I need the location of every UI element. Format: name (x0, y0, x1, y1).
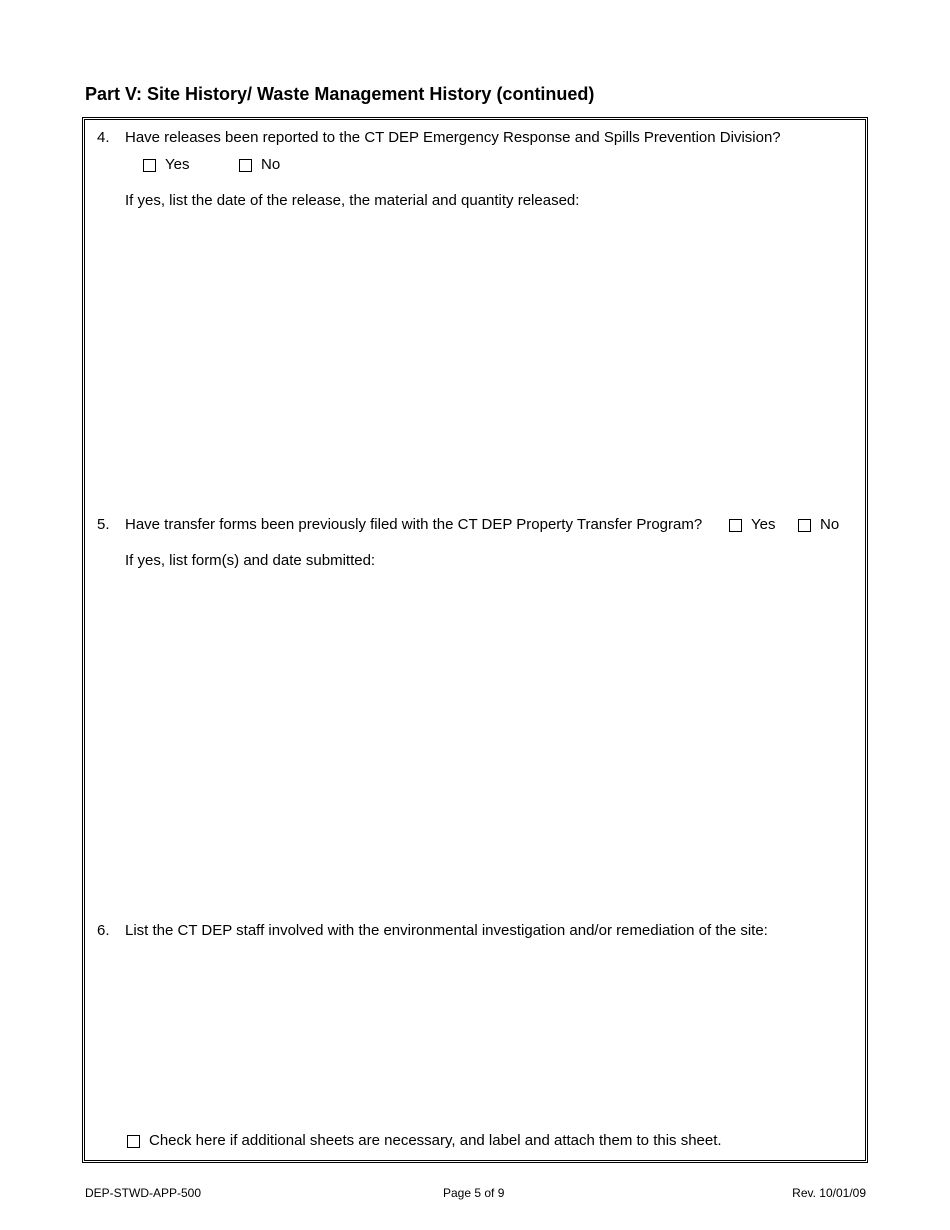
question-4-yes-checkbox[interactable] (143, 159, 156, 172)
footer-form-id: DEP-STWD-APP-500 (85, 1186, 202, 1200)
question-5-answer-area[interactable] (125, 578, 845, 903)
question-5-yes-checkbox[interactable] (729, 519, 742, 532)
question-5-no-label: No (820, 516, 840, 533)
question-4-number: 4. (97, 129, 110, 146)
question-4-no-label: No (261, 156, 281, 173)
additional-sheets-checkbox[interactable] (127, 1135, 140, 1148)
question-6-answer-area[interactable] (125, 948, 845, 1118)
footer-page-number: Page 5 of 9 (443, 1186, 505, 1200)
additional-sheets-label: Check here if additional sheets are necessary, and label and attach them to this sheet. (149, 1132, 722, 1149)
question-4-yes-label: Yes (165, 156, 190, 173)
question-5-yes-option[interactable] (729, 516, 775, 534)
question-5-number: 5. (97, 516, 110, 533)
question-4-text: Have releases been reported to the CT DEP Emergency Response and Spills Prevention Division? (125, 129, 781, 146)
question-4-yes-option[interactable] (143, 156, 189, 174)
additional-sheets-option[interactable] (127, 1132, 722, 1150)
question-5-no-checkbox[interactable] (798, 519, 811, 532)
question-5-no-option[interactable] (798, 516, 839, 534)
question-4-no-option[interactable] (239, 156, 280, 174)
question-6-text: List the CT DEP staff involved with the environmental investigation and/or remediation of the site: (125, 922, 768, 939)
question-4-answer-area[interactable] (125, 218, 845, 498)
question-5-yes-label: Yes (751, 516, 776, 533)
question-5-followup: If yes, list form(s) and date submitted: (125, 552, 376, 569)
question-4-followup: If yes, list the date of the release, the material and quantity released: (125, 192, 580, 209)
footer-revision: Rev. 10/01/09 (792, 1186, 866, 1200)
question-5-text: Have transfer forms been previously filed with the CT DEP Property Transfer Program? (125, 516, 703, 533)
question-6-number: 6. (97, 922, 110, 939)
page-title: Part V: Site History/ Waste Management History (continued) (85, 84, 595, 104)
question-4-no-checkbox[interactable] (239, 159, 252, 172)
